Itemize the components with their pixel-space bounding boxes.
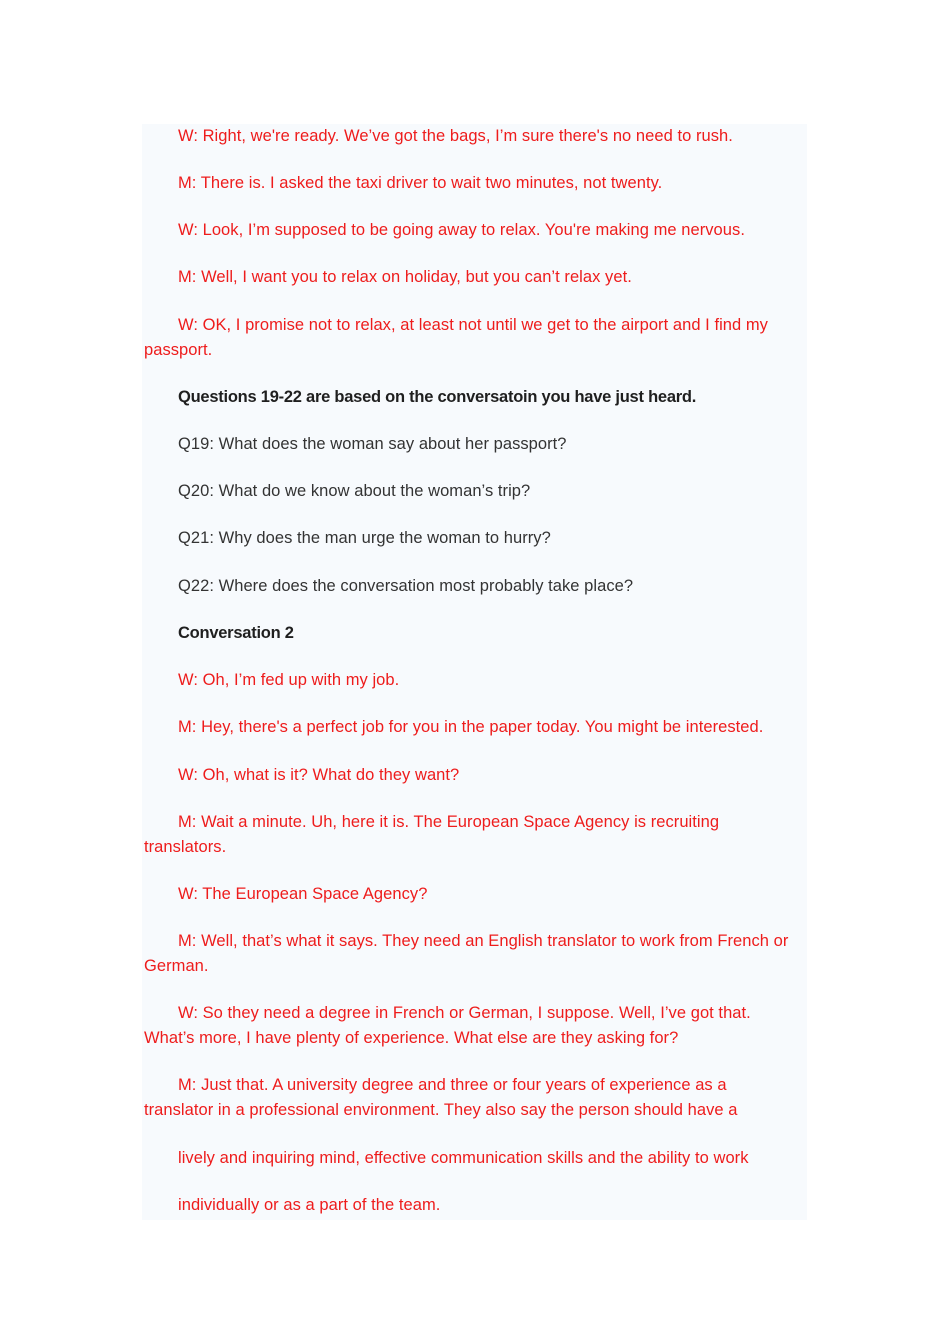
dialogue-line-continuation: lively and inquiring mind, effective communication skills and the ability to work	[178, 1149, 749, 1167]
dialogue-line-continuation: passport.	[144, 341, 213, 359]
dialogue-line: W: The European Space Agency?	[178, 885, 428, 903]
dialogue-line: M: There is. I asked the taxi driver to wait two minutes, not twenty.	[178, 174, 663, 192]
conversation-heading: Conversation 2	[178, 624, 294, 642]
dialogue-line: W: Oh, what is it? What do they want?	[178, 766, 460, 784]
dialogue-line: W: Right, we're ready. We’ve got the bags, I’m sure there's no need to rush.	[178, 127, 733, 145]
dialogue-line-continuation: individually or as a part of the team.	[178, 1196, 441, 1214]
dialogue-line: M: Wait a minute. Uh, here it is. The European Space Agency is recruiting	[178, 813, 720, 831]
dialogue-line-continuation: translator in a professional environment. They also say the person should have a	[144, 1101, 738, 1119]
dialogue-line: M: Just that. A university degree and three or four years of experience as a	[178, 1076, 727, 1094]
question-line: Q20: What do we know about the woman’s trip?	[178, 482, 531, 500]
dialogue-line: M: Well, that’s what it says. They need an English translator to work from French or	[178, 932, 789, 950]
question-line: Q22: Where does the conversation most probably take place?	[178, 577, 634, 595]
dialogue-line-continuation: translators.	[144, 838, 227, 856]
dialogue-line: M: Hey, there's a perfect job for you in the paper today. You might be interested.	[178, 718, 764, 736]
question-line: Q19: What does the woman say about her passport?	[178, 435, 567, 453]
dialogue-line: W: So they need a degree in French or German, I suppose. Well, I’ve got that.	[178, 1004, 751, 1022]
question-line: Q21: Why does the man urge the woman to hurry?	[178, 529, 551, 547]
dialogue-line: M: Well, I want you to relax on holiday, but you can’t relax yet.	[178, 268, 632, 286]
dialogue-line-continuation: German.	[144, 957, 209, 975]
dialogue-line-continuation: What’s more, I have plenty of experience. What else are they asking for?	[144, 1029, 679, 1047]
dialogue-line: W: OK, I promise not to relax, at least not until we get to the airport and I find my	[178, 316, 768, 334]
dialogue-line: W: Look, I’m supposed to be going away to relax. You're making me nervous.	[178, 221, 745, 239]
dialogue-line: W: Oh, I’m fed up with my job.	[178, 671, 400, 689]
questions-heading: Questions 19-22 are based on the conversatoin you have just heard.	[178, 388, 697, 406]
